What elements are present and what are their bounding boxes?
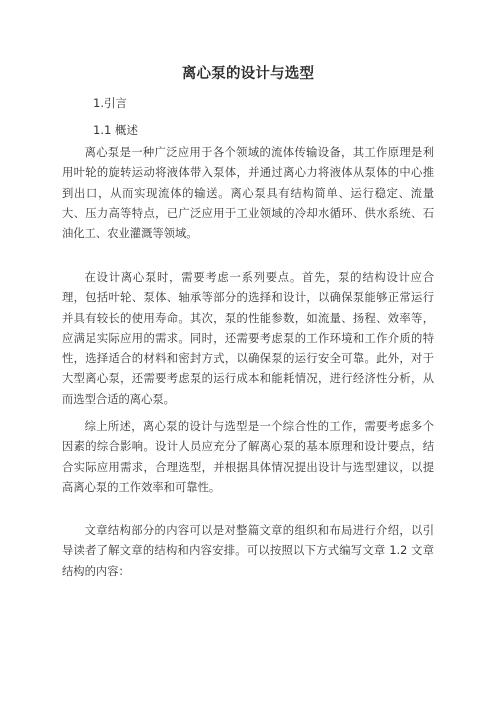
paragraph-1: 离心泵是一种广泛应用于各个领域的流体传输设备，其工作原理是利用叶轮的旋转运动将液体带入泵体，并通过离心力将液体从泵体的中心推到出口，从而实现流体的输送。离心泵具有结构简单、运行稳定、流量大、压力高等特点，已广泛应用于工业领域的冷却水循环、供水系统、石油化工、农业灌溉等领域。 xyxy=(62,146,434,241)
section-heading-introduction: 1.引言 xyxy=(93,96,127,110)
subsection-heading-overview: 1.1 概述 xyxy=(93,123,138,137)
paragraph-3: 综上所述，离心泵的设计与选型是一个综合性的工作，需要考虑多个因素的综合影响。设计人员应充分了解离心泵的基本原理和设计要点，结合实际应用需求，合理选型，并根据具体情况提出设计与选型建议，以提高离心泵的工作效率和可靠性。 xyxy=(62,420,434,494)
paragraph-4: 文章结构部分的内容可以是对整篇文章的组织和布局进行介绍，以引导读者了解文章的结构和内容安排。可以按照以下方式编写文章 1.2 文章结构的内容： xyxy=(62,524,434,578)
paragraph-2: 在设计离心泵时，需要考虑一系列要点。首先，泵的结构设计应合理，包括叶轮、泵体、轴承等部分的选择和设计，以确保泵能够正常运行并具有较长的使用寿命。其次，泵的性能参数，如流量、扬程、效率等，应满足实际应用的需求。同时，还需要考虑泵的工作环境和工作介质的特性，选择适合的材料和密封方式，以确保泵的运行安全可靠。此外，对于大型离心泵，还需要考虑泵的运行成本和能耗情况，进行经济性分析，从而选型合适的离心泵。 xyxy=(62,271,434,406)
document-title: 离心泵的设计与选型 xyxy=(181,66,315,82)
